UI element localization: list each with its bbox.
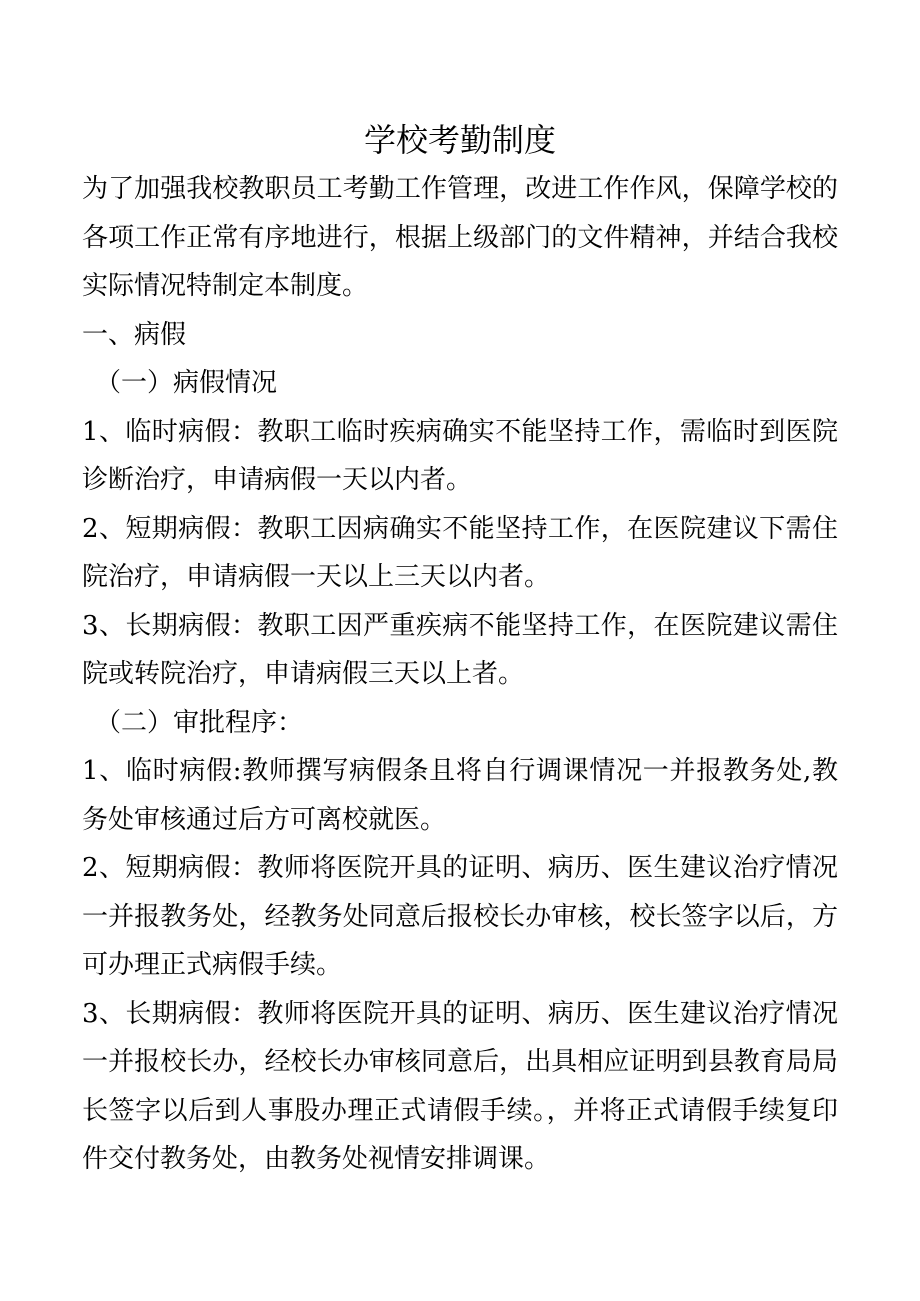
paragraph-line: 各项工作正常有序地进行，根据上级部门的文件精神，并结合我校	[82, 222, 838, 253]
list-item-line: 件交付教务处，由教务处视情安排调课。	[82, 1144, 551, 1174]
list-item-line: 2、短期病假：教师将医院开具的证明、病历、医生建议治疗情况	[82, 853, 838, 883]
section-heading	[82, 311, 838, 360]
list-item-line: 3、长期病假：教职工因严重疾病不能坚持工作，在医院建议需住	[82, 610, 838, 641]
list-item-line: 3、长期病假：教师将医院开具的证明、病历、医生建议治疗情况	[82, 998, 838, 1029]
list-item	[82, 408, 838, 505]
list-item-line: 1、临时病假:教师撰写病假条且将自行调课情况一并报教务处,教	[82, 756, 838, 786]
list-item-line: 院治疗，申请病假一天以上三天以内者。	[82, 562, 551, 592]
subsection-heading	[82, 359, 838, 408]
list-item	[82, 990, 838, 1184]
list-item	[82, 505, 838, 602]
list-item	[82, 844, 838, 990]
list-item	[82, 602, 838, 699]
list-item-line: 院或转院治疗，申请病假三天以上者。	[82, 659, 525, 689]
list-item-line: 2、短期病假：教职工因病确实不能坚持工作，在医院建议下需住	[82, 513, 838, 544]
list-item	[82, 747, 838, 844]
subsection-heading-text: （一）病假情况	[95, 368, 278, 398]
document-title: 学校考勤制度	[363, 121, 556, 159]
list-item-line: 诊断治疗，申请病假一天以内者。	[82, 465, 473, 495]
paragraph-line: 实际情况特制定本制度。	[82, 271, 369, 301]
document-body	[82, 165, 838, 1184]
paragraph-line: 为了加强我校教职员工考勤工作管理，改进工作作风，保障学校的	[82, 174, 838, 204]
section-heading-text: 一、病假	[82, 319, 187, 350]
list-item-line: 一并报校长办，经校长办审核同意后，出具相应证明到县教育局局	[82, 1047, 838, 1077]
list-item-line: 一并报教务处，经教务处同意后报校长办审核，校长签字以后，方	[82, 901, 838, 932]
list-item-line: 可办理正式病假手续。	[82, 950, 343, 980]
list-item-line: 1、临时病假：教职工临时疾病确实不能坚持工作，需临时到医院	[82, 416, 838, 447]
subsection-heading	[82, 699, 838, 748]
list-item-line: 长签字以后到人事股办理正式请假手续。，并将正式请假手续复印	[82, 1095, 838, 1126]
list-item-line: 务处审核通过后方可离校就医。	[82, 804, 447, 835]
intro-paragraph	[82, 165, 838, 311]
subsection-heading-text: （二）审批程序：	[95, 707, 304, 738]
